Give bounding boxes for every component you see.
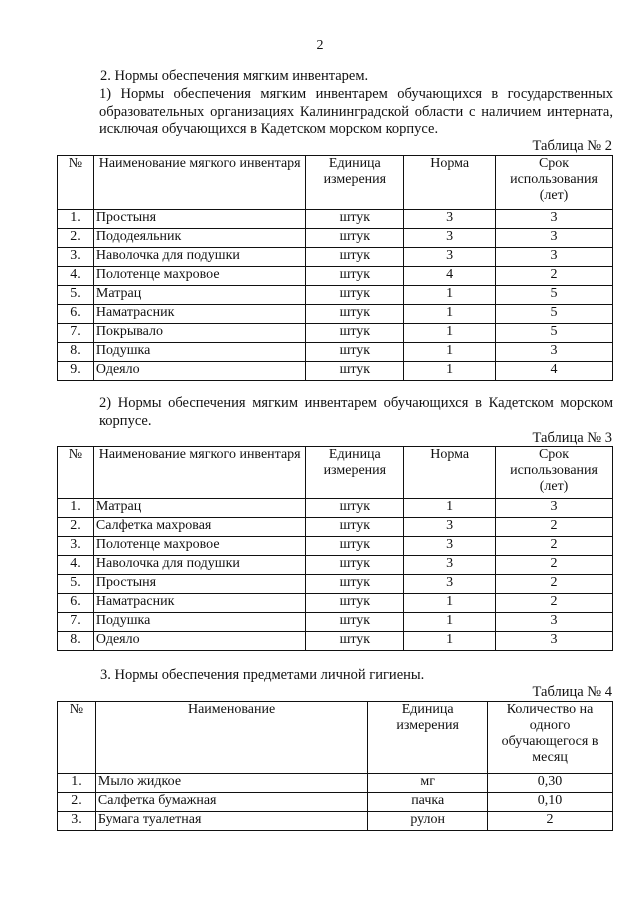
table-cell: штук bbox=[306, 613, 404, 632]
table-cell: 4. bbox=[58, 267, 94, 286]
table-cell: 1 bbox=[404, 362, 496, 381]
table-row bbox=[58, 248, 613, 267]
table-row bbox=[58, 343, 613, 362]
table-cell: Подушка bbox=[93, 613, 305, 632]
table-3-caption: Таблица № 3 bbox=[532, 430, 612, 446]
table-cell: Покрывало bbox=[93, 324, 305, 343]
table-cell: 3. bbox=[58, 248, 94, 267]
table-cell: 5 bbox=[496, 286, 613, 305]
table-cell: 1 bbox=[404, 632, 496, 651]
header-norm: Норма bbox=[404, 447, 496, 499]
table-cell: Салфетка махровая bbox=[93, 518, 305, 537]
table-cell: 3 bbox=[496, 229, 613, 248]
table-cell: Одеяло bbox=[93, 632, 305, 651]
table-cell: 3 bbox=[496, 343, 613, 362]
header-item-name: Наименование мягкого инвентаря bbox=[93, 447, 305, 499]
table-cell: Простыня bbox=[93, 210, 305, 229]
table-cell: 2 bbox=[496, 556, 613, 575]
table-cell: 1 bbox=[404, 613, 496, 632]
section-3-heading: 3. Нормы обеспечения предметами личной гигиены. bbox=[100, 667, 425, 683]
table-cell: 2 bbox=[488, 812, 613, 831]
table-cell: Наматрасник bbox=[93, 305, 305, 324]
table-cell: 3 bbox=[404, 518, 496, 537]
table-cell: 1. bbox=[58, 499, 94, 518]
table-cell: 2. bbox=[58, 793, 96, 812]
table-cell: 9. bbox=[58, 362, 94, 381]
table-cell: 1 bbox=[404, 324, 496, 343]
table-cell: Матрац bbox=[93, 286, 305, 305]
table-cell: 2 bbox=[496, 537, 613, 556]
table-2 bbox=[57, 155, 613, 381]
table-cell: штук bbox=[306, 499, 404, 518]
table-cell: 6. bbox=[58, 594, 94, 613]
table-cell: 7. bbox=[58, 613, 94, 632]
header-unit: Единица измерения bbox=[306, 447, 404, 499]
header-unit: Единица измерения bbox=[368, 702, 488, 774]
table-cell: Бумага туалетная bbox=[95, 812, 367, 831]
table-cell: пачка bbox=[368, 793, 488, 812]
table-cell: 1 bbox=[404, 499, 496, 518]
table-cell: рулон bbox=[368, 812, 488, 831]
header-number: № bbox=[58, 447, 94, 499]
table-cell: 5 bbox=[496, 305, 613, 324]
table-cell: 2 bbox=[496, 518, 613, 537]
table-row bbox=[58, 518, 613, 537]
table-cell: Одеяло bbox=[93, 362, 305, 381]
page-number: 2 bbox=[316, 38, 324, 53]
table-cell: Подушка bbox=[93, 343, 305, 362]
section-2-2-text bbox=[57, 395, 613, 430]
table-2-caption: Таблица № 2 bbox=[532, 138, 612, 154]
table-cell: Простыня bbox=[93, 575, 305, 594]
table-cell: 8. bbox=[58, 343, 94, 362]
table-cell: 3 bbox=[404, 575, 496, 594]
header-number: № bbox=[58, 156, 94, 210]
table-cell: штук bbox=[306, 632, 404, 651]
table-cell: 1. bbox=[58, 210, 94, 229]
table-cell: 3. bbox=[58, 812, 96, 831]
table-row bbox=[58, 793, 613, 812]
table-row bbox=[58, 362, 613, 381]
table-cell: штук bbox=[306, 518, 404, 537]
table-cell: 4 bbox=[404, 267, 496, 286]
table-cell: 6. bbox=[58, 305, 94, 324]
table-cell: Наволочка для подушки bbox=[93, 556, 305, 575]
section-2-heading: 2. Нормы обеспечения мягким инвентарем. bbox=[100, 68, 369, 84]
table-cell: 4 bbox=[496, 362, 613, 381]
header-unit: Единица измерения bbox=[306, 156, 404, 210]
header-norm: Норма bbox=[404, 156, 496, 210]
table-cell: штук bbox=[306, 248, 404, 267]
table-cell: штук bbox=[306, 575, 404, 594]
table-cell: штук bbox=[306, 343, 404, 362]
table-row bbox=[58, 210, 613, 229]
table-cell: 1 bbox=[404, 594, 496, 613]
table-cell: Полотенце махровое bbox=[93, 267, 305, 286]
table-cell: 4. bbox=[58, 556, 94, 575]
table-cell: Матрац bbox=[93, 499, 305, 518]
table-row bbox=[58, 632, 613, 651]
table-cell: 0,10 bbox=[488, 793, 613, 812]
table-row bbox=[58, 286, 613, 305]
section-2-1-paragraph: 1) Нормы обеспечения мягким инвентарем обучающихся в государственных образовательных организациях Калининградской области с наличием интерната, исключая обучающихся в Кадетском морском корпусе. bbox=[99, 86, 613, 137]
table-row bbox=[58, 613, 613, 632]
table-cell: Наволочка для подушки bbox=[93, 248, 305, 267]
table-4-caption: Таблица № 4 bbox=[532, 684, 612, 700]
table-cell: Наматрасник bbox=[93, 594, 305, 613]
table-cell: штук bbox=[306, 594, 404, 613]
table-cell: штук bbox=[306, 537, 404, 556]
table-cell: штук bbox=[306, 362, 404, 381]
header-item-name: Наименование мягкого инвентаря bbox=[93, 156, 305, 210]
table-cell: 3 bbox=[404, 248, 496, 267]
table-cell: штук bbox=[306, 210, 404, 229]
table-cell: 0,30 bbox=[488, 774, 613, 793]
table-cell: 7. bbox=[58, 324, 94, 343]
header-term: Срок использования (лет) bbox=[496, 447, 613, 499]
table-cell: Пододеяльник bbox=[93, 229, 305, 248]
table-cell: 3 bbox=[496, 632, 613, 651]
table-row bbox=[58, 537, 613, 556]
header-number: № bbox=[58, 702, 96, 774]
header-item-name: Наименование bbox=[95, 702, 367, 774]
table-cell: 3 bbox=[404, 210, 496, 229]
table-row bbox=[58, 774, 613, 793]
table-cell: 5. bbox=[58, 575, 94, 594]
section-2-1-text bbox=[57, 86, 613, 139]
table-cell: 1 bbox=[404, 343, 496, 362]
table-cell: штук bbox=[306, 305, 404, 324]
table-cell: 3 bbox=[496, 613, 613, 632]
table-cell: штук bbox=[306, 267, 404, 286]
table-row bbox=[58, 594, 613, 613]
table-cell: 2. bbox=[58, 229, 94, 248]
table-cell: Мыло жидкое bbox=[95, 774, 367, 793]
table-cell: штук bbox=[306, 229, 404, 248]
table-cell: Полотенце махровое bbox=[93, 537, 305, 556]
table-3 bbox=[57, 446, 613, 651]
table-cell: 5. bbox=[58, 286, 94, 305]
table-cell: штук bbox=[306, 286, 404, 305]
table-cell: Салфетка бумажная bbox=[95, 793, 367, 812]
table-cell: 3 bbox=[404, 229, 496, 248]
table-cell: штук bbox=[306, 556, 404, 575]
section-2-2-paragraph: 2) Нормы обеспечения мягким инвентарем обучающихся в Кадетском морском корпусе. bbox=[99, 395, 613, 429]
table-cell: мг bbox=[368, 774, 488, 793]
table-cell: 1 bbox=[404, 305, 496, 324]
table-cell: 2. bbox=[58, 518, 94, 537]
table-row bbox=[58, 556, 613, 575]
table-cell: 5 bbox=[496, 324, 613, 343]
header-term: Срок использования (лет) bbox=[496, 156, 613, 210]
table-cell: 1. bbox=[58, 774, 96, 793]
table-row bbox=[58, 324, 613, 343]
table-cell: 3 bbox=[404, 556, 496, 575]
table-cell: 2 bbox=[496, 594, 613, 613]
table-cell: 3 bbox=[404, 537, 496, 556]
table-cell: 2 bbox=[496, 575, 613, 594]
table-cell: 3 bbox=[496, 248, 613, 267]
table-cell: 3 bbox=[496, 499, 613, 518]
table-row bbox=[58, 229, 613, 248]
table-cell: 2 bbox=[496, 267, 613, 286]
table-cell: 3. bbox=[58, 537, 94, 556]
table-cell: 1 bbox=[404, 286, 496, 305]
table-row bbox=[58, 305, 613, 324]
table-cell: 3 bbox=[496, 210, 613, 229]
table-4 bbox=[57, 701, 613, 831]
table-cell: 8. bbox=[58, 632, 94, 651]
table-row bbox=[58, 812, 613, 831]
table-row bbox=[58, 499, 613, 518]
table-row bbox=[58, 575, 613, 594]
table-row bbox=[58, 267, 613, 286]
table-cell: штук bbox=[306, 324, 404, 343]
header-quantity: Количество на одного обучающегося в месяц bbox=[488, 702, 613, 774]
